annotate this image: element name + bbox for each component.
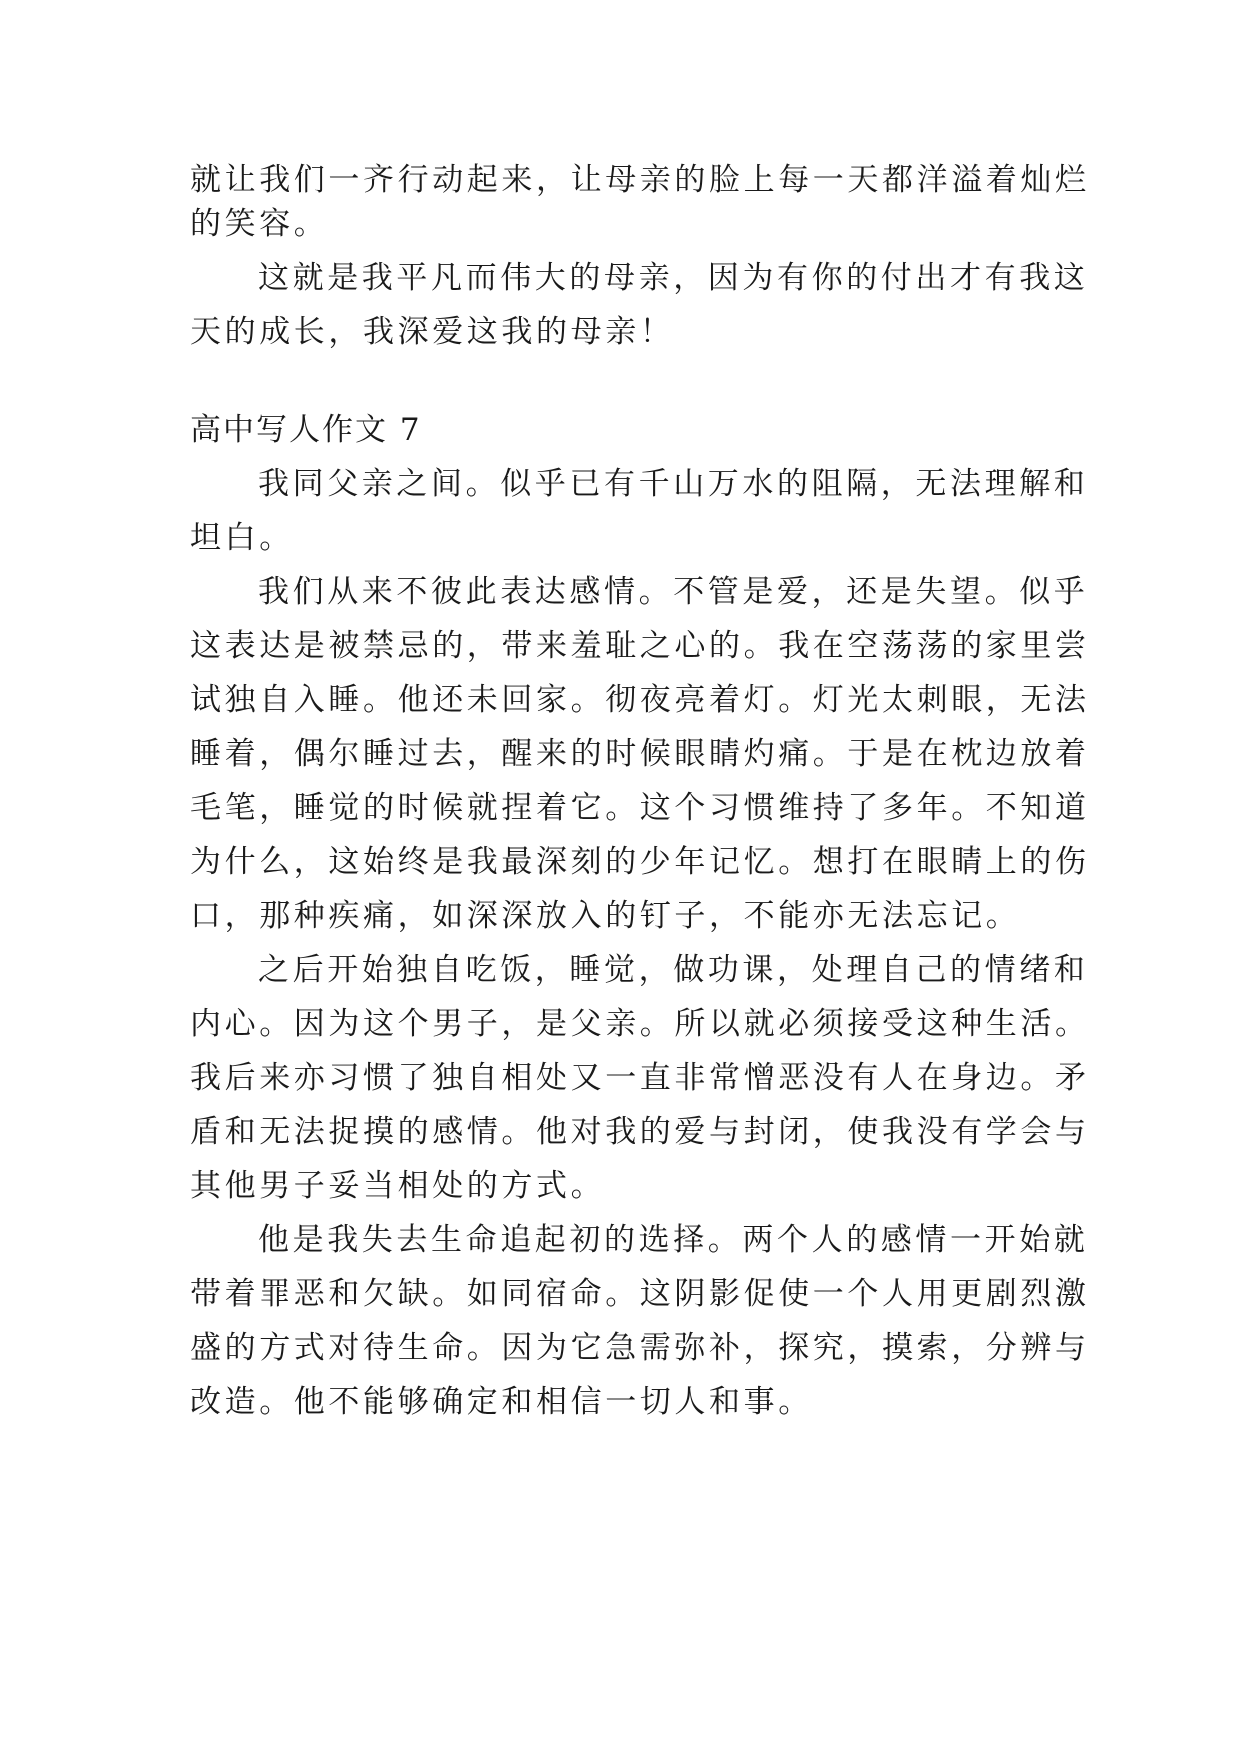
text-line: 其他男子妥当相处的方式。 bbox=[190, 1168, 606, 1204]
text-line: 这表达是被禁忌的，带来羞耻之心的。我在空荡荡的家里尝 bbox=[190, 628, 1090, 664]
paragraph-first-line: 他是我失去生命追起初的选择。两个人的感情一开始就 bbox=[258, 1222, 1089, 1258]
text-line: 试独自入睡。他还未回家。彻夜亮着灯。灯光太刺眼，无法 bbox=[190, 682, 1090, 718]
text-line: 内心。因为这个男子，是父亲。所以就必须接受这种生活。 bbox=[190, 1006, 1090, 1042]
paragraph-first-line: 我同父亲之间。似乎已有千山万水的阻隔，无法理解和 bbox=[258, 466, 1089, 502]
text-line: 坦白。 bbox=[190, 520, 294, 556]
text-line: 盛的方式对待生命。因为它急需弥补，探究，摸索，分辨与 bbox=[190, 1330, 1090, 1366]
text-line: 改造。他不能够确定和相信一切人和事。 bbox=[190, 1384, 813, 1420]
paragraph-first-line: 我们从来不彼此表达感情。不管是爱，还是失望。似乎 bbox=[258, 574, 1089, 610]
text-line: 的笑容。 bbox=[190, 206, 329, 242]
text-line: 带着罪恶和欠缺。如同宿命。这阴影促使一个人用更剧烈激 bbox=[190, 1276, 1090, 1312]
text-line: 就让我们一齐行动起来，让母亲的脸上每一天都洋溢着灿烂 bbox=[190, 162, 1090, 198]
text-line: 毛笔，睡觉的时候就捏着它。这个习惯维持了多年。不知道 bbox=[190, 790, 1090, 826]
text-line: 盾和无法捉摸的感情。他对我的爱与封闭，使我没有学会与 bbox=[190, 1114, 1090, 1150]
text-line: 为什么，这始终是我最深刻的少年记忆。想打在眼睛上的伤 bbox=[190, 844, 1090, 880]
paragraph-first-line: 之后开始独自吃饭，睡觉，做功课，处理自己的情绪和 bbox=[258, 952, 1089, 988]
text-line: 我后来亦习惯了独自相处又一直非常憎恶没有人在身边。矛 bbox=[190, 1060, 1090, 1096]
text-line: 口，那种疾痛，如深深放入的钉子，不能亦无法忘记。 bbox=[190, 898, 1021, 934]
paragraph-first-line: 这就是我平凡而伟大的母亲，因为有你的付出才有我这 bbox=[258, 260, 1089, 296]
text-line: 天的成长，我深爱这我的母亲！ bbox=[190, 314, 675, 350]
text-line: 睡着，偶尔睡过去，醒来的时候眼睛灼痛。于是在枕边放着 bbox=[190, 736, 1090, 772]
section-heading: 高中写人作文 7 bbox=[190, 412, 422, 448]
